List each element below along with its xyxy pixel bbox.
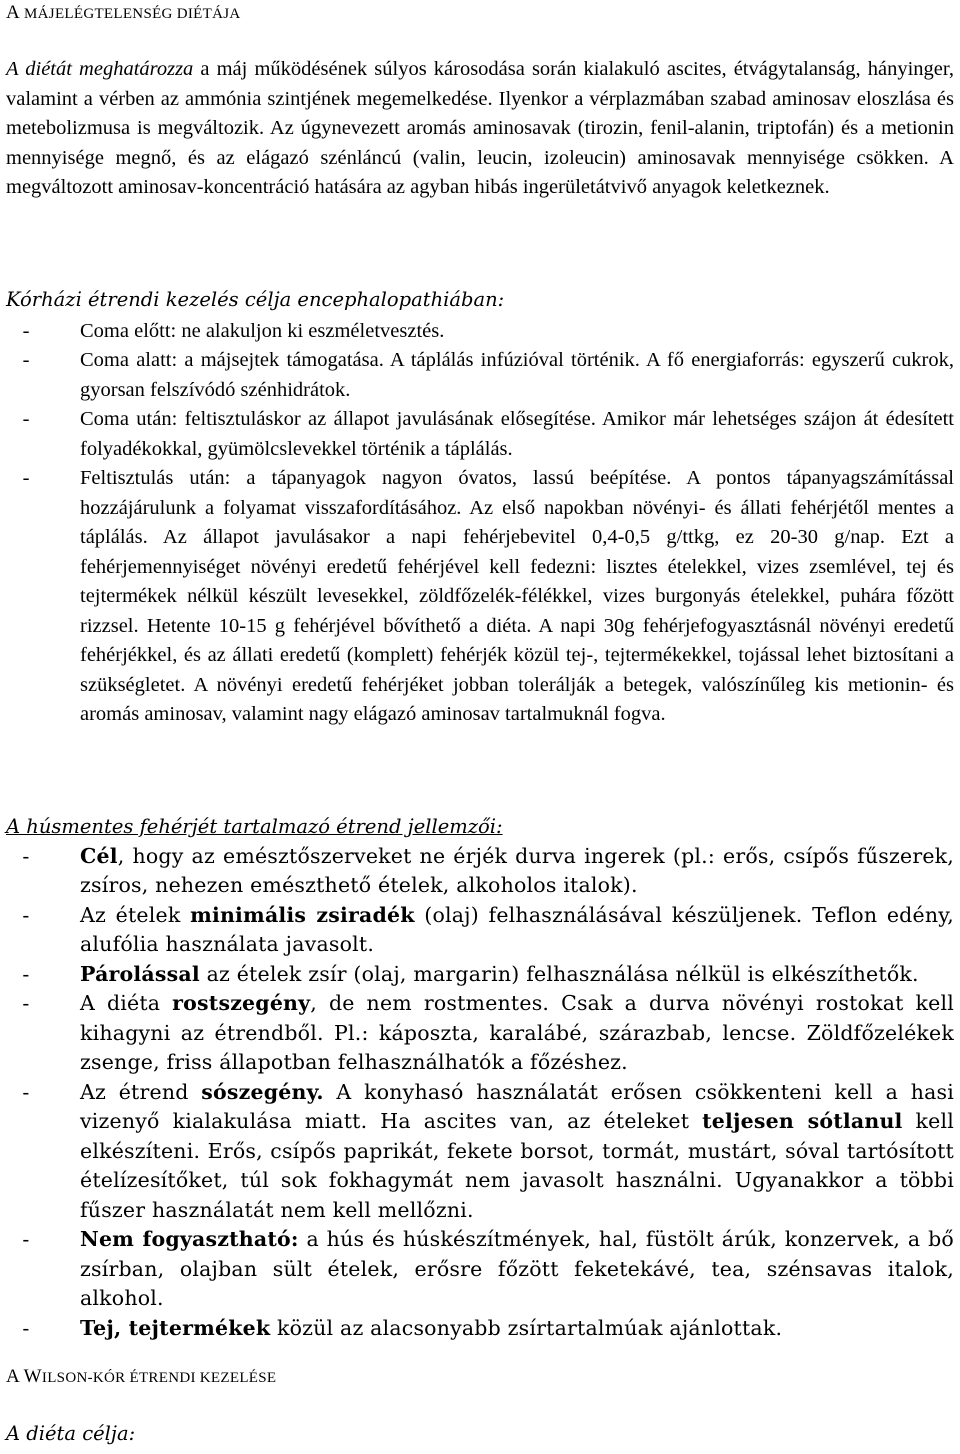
list-item: - Cél, hogy az emésztőszerveket ne érjék durva ingerek (pl.: erős, csípős fűszerek, zsíros, nehezen emészthető ételek, alkoholos italok). bbox=[22, 843, 954, 897]
intro-italic-lead: A diétát meghatározza bbox=[6, 58, 194, 80]
meatless-list bbox=[6, 842, 954, 1344]
list-item: - Az étrend sószegény. A konyhasó használatát erősen csökkenteni kell a hasi vizenyő kialakulása miatt. Ha ascites van, az ételeket teljesen sótlanul kell elkészíteni. Erős, csípős paprikát, fekete borsot, tormát, mustárt, sóval tartósított ételízesítőket, túl sok fokhagymát nem javasolt használni. Ugyanakkor a többi fűszer használatát nem kell mellőzni. bbox=[22, 1079, 955, 1222]
heading-wilson-disease: A WILSON-KÓR ÉTRENDI KEZELÉSE bbox=[6, 1366, 277, 1387]
intro-text: a máj működésének súlyos károsodása során kialakuló ascites, étvágytalanság, hányinger, valamint a vérben az ammónia szintjének megemelkedése. Ilyenkor a vérplazmában szabad aminosav eloszlása és metebolizmusa is megváltozik. Az úgynevezett aromás aminosavak (tirozin, fenil-alanin, triptofán) és a metionin mennyisége megnő, és az elágazó szénláncú (valin, leucin, izoleucin) aminosavak mennyisége csökken. A megváltozott aminosav-koncentráció hatására az agyban hibás ingerületátvivő anyagok keletkeznek. bbox=[6, 58, 955, 198]
hospital-section-title: Kórházi étrendi kezelés célja encephalopathiában: bbox=[6, 288, 505, 311]
list-item: - Coma alatt: a májsejtek támogatása. A táplálás infúzióval történik. A fő energiaforrás: egyszerű cukrok, gyorsan felszívódó szénhidrátok. bbox=[22, 349, 954, 401]
list-item: - Az ételek minimális zsiradék (olaj) felhasználásával készüljenek. Teflon edény, alufólia használata javasolt. bbox=[22, 902, 955, 956]
meatless-section bbox=[6, 812, 954, 1343]
meatless-section-title: A húsmentes fehérjét tartalmazó étrend jellemzői: bbox=[6, 815, 503, 838]
list-item: - Párolással az ételek zsír (olaj, margarin) felhasználása nélkül is elkészíthetők. bbox=[22, 961, 919, 986]
heading-liver-failure-diet: A MÁJELÉGTELENSÉG DIÉTÁJA bbox=[6, 2, 241, 23]
list-item: - Nem fogyasztható: a hús és húskészítmények, hal, füstölt árúk, konzervek, a bő zsírban, olajban sült ételek, erősre főzött feketekávé, tea, szénsavas italok, alkohol. bbox=[22, 1227, 954, 1310]
list-item: - Feltisztulás után: a tápanyagok nagyon óvatos, lassú beépítése. A pontos tápanyagszámítással hozzájárulunk a folyamat visszafordításához. Az első napokban növényi- és állati fehérjétől mentes a táplálás. Az állapot javulásakor a napi fehérjebevitel 0,4-0,5 g/ttkg, ez 20-30 g/nap. Ezt a fehérjemennyiséget növényi eredetű fehérjével kell fedezni: lisztes ételekkel, vizes zsemlével, tej és tejtermékek nélkül készült levesekkel, zöldfőzelék-félékkel, vizes burgonyás ételekkel, puhára főzött rizzsel. Hetente 10-15 g fehérjével bővíthető a diéta. A napi 30g fehérjefogyasztásnál növényi eredetű fehérjékkel, és az állati eredetű (komplett) fehérjék közül tej-, tejtermékekkel, tojással lehet biztosítani a szükségletet. A növényi eredetű fehérjéket jobban tolerálják a betegek, valószínűleg kis metionin- és aromás aminosav, valamint nagy elágazó aminosav tartalmuknál fogva. bbox=[22, 467, 954, 725]
list-item: - Coma előtt: ne alakuljon ki eszméletvesztés. bbox=[22, 319, 445, 342]
intro-paragraph bbox=[6, 55, 954, 203]
list-item: - Coma után: feltisztuláskor az állapot javulásának elősegítése. Amikor már lehetséges szájon át édesített folyadékokkal, gyümölcslevekkel történik a táplálás. bbox=[22, 408, 954, 460]
hospital-section bbox=[6, 285, 954, 730]
diet-goal-label: A diéta célja: bbox=[6, 1422, 136, 1445]
list-item: - Tej, tejtermékek közül az alacsonyabb zsírtartalmúak ajánlottak. bbox=[22, 1315, 783, 1340]
list-item: - A diéta rostszegény, de nem rostmentes. Csak a durva növényi rostokat kell kihagyni az étrendből. Pl.: káposzta, karalábé, szárazbab, lencse. Zöldfőzelékek zsenge, friss állapotban felhasználhatók a főzéshez. bbox=[22, 991, 954, 1074]
hospital-list bbox=[6, 317, 954, 730]
